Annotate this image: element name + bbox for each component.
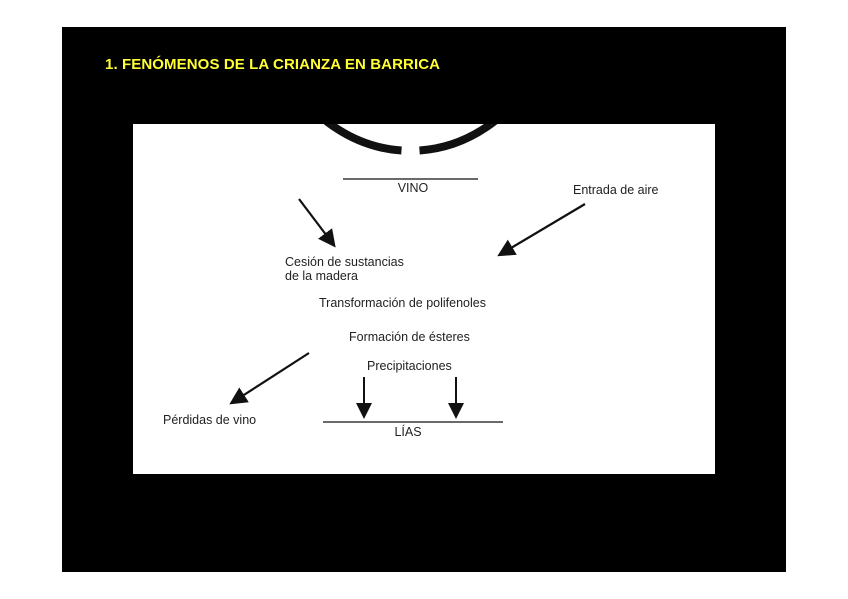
barrel-outline bbox=[264, 124, 558, 151]
label-vino: VINO bbox=[397, 181, 429, 195]
arrow-perdidas bbox=[233, 353, 309, 402]
label-perdidas: Pérdidas de vino bbox=[163, 413, 257, 427]
barrel-diagram-svg bbox=[133, 124, 715, 474]
label-formacion: Formación de ésteres bbox=[349, 330, 470, 344]
arrow-cesion bbox=[299, 199, 333, 244]
barrel-diagram bbox=[133, 124, 715, 474]
label-entrada-aire: Entrada de aire bbox=[573, 183, 659, 197]
slide bbox=[62, 27, 786, 572]
label-cesion-line1: Cesión de sustancias bbox=[285, 255, 404, 269]
arrow-entrada-aire bbox=[501, 204, 585, 254]
label-transformacion: Transformación de polifenoles bbox=[319, 296, 486, 310]
slide-title: 1. FENÓMENOS DE LA CRIANZA EN BARRICA bbox=[105, 56, 441, 73]
label-cesion-line2: de la madera bbox=[285, 269, 358, 283]
label-lias: LÍAS bbox=[394, 425, 422, 439]
label-precipitaciones: Precipitaciones bbox=[367, 359, 452, 373]
